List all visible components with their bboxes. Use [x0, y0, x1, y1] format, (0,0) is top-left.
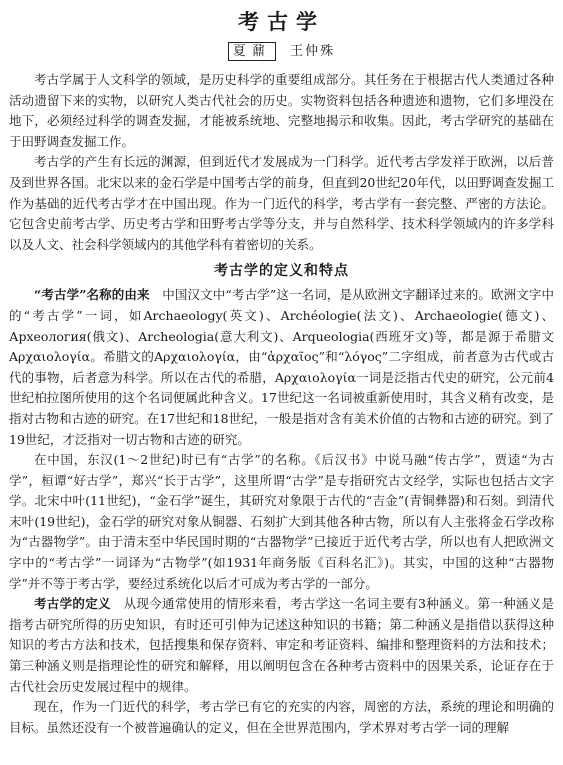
author-boxed: 夏鼐: [228, 42, 276, 61]
article-body: [9, 70, 554, 738]
china-history-paragraph: 在中国，东汉(1～2世纪)时已有“古学”的名称。《后汉书》中说马融“传古学”，贾逵“为古学”，桓谭“好古学”，郑兴“长于古学”，这里所谓“古学”是专指研究古文经学，实际也包括古文字学。北宋中叶(11世纪)，“金石学”诞生，其研究对象限于古代的“吉金”(青铜彝器)和石刻。到清代末叶(19世纪)，金石学的研究对象从铜器、石刻扩大到其他各种古物，所以有人主张将金石学改称为“古器物学”。由于清末至中华民国时期的“古器物学”已接近于近代考古学，所以也有人把欧洲文字中的“考古学”一词译为“古物学”(如1931年商务版《百科名汇》)。其实，中国的这种“古器物学”并不等于考古学，要经过系统化以后才可成为考古学的一部分。: [9, 452, 554, 591]
name-origin-lead: “考古学”名称的由来: [34, 287, 150, 303]
author-line: [0, 40, 563, 61]
intro-paragraph-2: 考古学的产生有长远的渊源，但到近代才发展成为一门科学。近代考古学发祥于欧洲，以后普及到世界各国。北宋以来的金石学是中国考古学的前身，但直到20世纪20年代，以田野调查发掘工作为基础的近代考古学才在中国出现。作为一门近代的科学，考古学有一套完整、严密的方法论。它包含史前考古学、历史考古学和田野考古学等分支，并与自然科学、技术科学领域内的许多学科以及人文、社会科学领域内的其他学科有着密切的关系。: [9, 154, 554, 252]
author-plain: 王仲殊: [290, 44, 336, 59]
section-heading: 考古学的定义和特点: [214, 263, 349, 280]
article-title: 考古学: [238, 9, 325, 34]
name-origin-body: 中国汉文中“考古学”这一名词，是从欧洲文字翻译过来的。欧洲文字中的“考古学”一词，如Archaeology(英文)、Archéologie(法文)、Archaeologie(德文)、Археология(俄文)、Archeologia(意大利文)、Arqueologia(西班牙文)等，都是源于希腊文Αρχαιολογία。希腊文的Αρχαιολογία，由“ἀρχαῖος”和“λόγος”二字组成，前者意为古代或古代的事物，后者意为科学。所以在古代的希腊，Αρχαιολογία一词是泛指古代史的研究，公元前4世纪柏拉图所使用的这个名词便属此种含义。17世纪这一名词被重新使用时，其含义稍有改变，是指对古物和古迹的研究。在17世纪和18世纪，一般是指对含有美术价值的古物和古迹的研究。到了19世纪，才泛指对一切古物和古迹的研究。: [9, 287, 554, 447]
intro-paragraph-1: 考古学属于人文科学的领域，是历史科学的重要组成部分。其任务在于根据古代人类通过各种活动遗留下来的实物，以研究人类古代社会的历史。实物资料包括各种遗迹和遗物，它们多埋没在地下，必须经过科学的调查发掘，才能被系统地、完整地揭示和收集。因此，考古学研究的基础在于田野调查发掘工作。: [9, 72, 554, 149]
modern-science-paragraph: 现在，作为一门近代的科学，考古学已有它的充实的内容，周密的方法，系统的理论和明确的目标。虽然还没有一个被普遍确认的定义，但在全世界范围内，学术界对考古学一词的理解: [9, 699, 554, 735]
name-origin-paragraph: [9, 285, 554, 450]
definition-paragraph: [9, 594, 554, 697]
definition-lead: 考古学的定义: [34, 596, 111, 612]
definition-body: 从现今通常使用的情形来看，考古学这一名词主要有3种涵义。第一种涵义是指考古研究所得的历史知识，有时还可引伸为记述这种知识的书籍；第二种涵义是指借以获得这种知识的考古方法和技术，包括搜集和保存资料、审定和考证资料、编排和整理资料的方法和技术；第三种涵义则是指理论性的研究和解释，用以阐明包含在各种考古资料中的因果关系，论证存在于古代社会历史发展过程中的规律。: [9, 596, 554, 694]
